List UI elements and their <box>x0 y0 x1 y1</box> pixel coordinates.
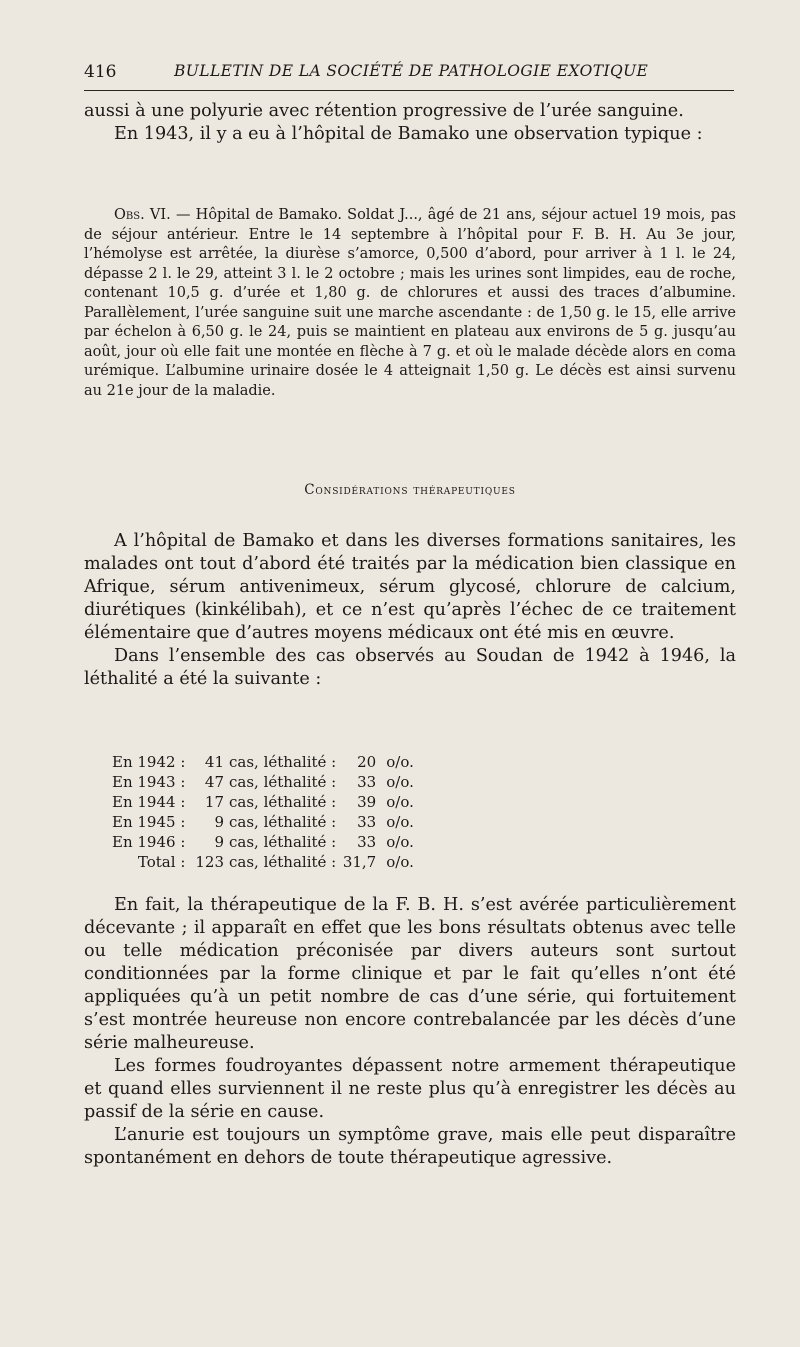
row-cases: 123 <box>195 853 225 871</box>
page-number: 416 <box>84 62 117 82</box>
observation-label: Obs. VI. <box>114 207 171 223</box>
lethality-table <box>112 752 414 872</box>
closing-block <box>84 894 736 1170</box>
lethality-row <box>112 812 414 832</box>
row-cases-word: cas, léthalité : <box>229 773 337 791</box>
intro-paragraph: En 1943, il y a eu à l’hôpital de Bamako une observation typique : <box>114 124 703 144</box>
observation-block <box>84 206 736 401</box>
row-cases-word: cas, léthalité : <box>229 813 337 831</box>
row-cases-word: cas, léthalité : <box>229 833 337 851</box>
page-header <box>84 60 734 91</box>
row-unit: o/o. <box>386 853 414 871</box>
closing-paragraph-2: Les formes foudroyantes dépassent notre armement thérapeutique et quand elles surviennent il ne reste plus qu’à enregistrer les décès au passif de la série en cause. <box>84 1056 736 1122</box>
row-label: Total : <box>137 853 186 871</box>
lethality-row <box>112 852 414 872</box>
running-title: BULLETIN DE LA SOCIÉTÉ DE PATHOLOGIE EXOTIQUE <box>174 62 649 80</box>
lethality-row <box>112 752 414 772</box>
row-rate: 31,7 <box>342 853 377 871</box>
therapy-paragraph-2: Dans l’ensemble des cas observés au Soudan de 1942 à 1946, la léthalité a été la suivante : <box>84 646 736 689</box>
intro-line: aussi à une polyurie avec rétention progressive de l’urée sanguine. <box>84 101 684 121</box>
row-rate: 33 <box>357 813 377 831</box>
row-unit: o/o. <box>386 793 414 811</box>
row-cases: 9 <box>214 813 225 831</box>
row-cases-word: cas, léthalité : <box>229 853 337 871</box>
row-cases: 9 <box>214 833 225 851</box>
closing-paragraph-3: L’anurie est toujours un symptôme grave, mais elle peut disparaître spontanément en dehors de toute thérapeutique agressive. <box>84 1125 736 1168</box>
lethality-row <box>112 792 414 812</box>
section-heading: Considérations thérapeutiques <box>304 482 516 498</box>
observation-text: — Hôpital de Bamako. Soldat J..., âgé de 21 ans, séjour actuel 19 mois, pas de séjour antérieur. Entre le 14 septembre à l’hôpital pour F. B. H. Au 3e jour, l’hémolyse est arrêtée, la diurèse s’amorce, 0,500 d’abord, pour arriver à 1 l. le 24, dépasse 2 l. le 29, atteint 3 l. le 2 octobre ; mais les urines sont limpides, eau de roche, contenant 10,5 g. d’urée et 1,80 g. de chlorures et aussi des traces d’albumine. Parallèlement, l’urée sanguine suit une marche ascendante : de 1,50 g. le 15, elle arrive par échelon à 6,50 g. le 24, puis se maintient en plateau aux environs de 5 g. jusqu’au août, jour où elle fait une montée en flèche à 7 g. et où le malade décède alors en coma urémique. L’albumine urinaire dosée le 4 atteignait 1,50 g. Le décès est ainsi survenu au 21e jour de la maladie. <box>84 207 736 399</box>
row-rate: 20 <box>357 753 377 771</box>
row-cases: 47 <box>204 773 225 791</box>
row-cases: 41 <box>204 753 225 771</box>
therapy-body <box>84 530 736 691</box>
row-label: En 1943 : <box>112 773 186 791</box>
intro-block <box>84 100 736 146</box>
lethality-row <box>112 832 414 852</box>
row-unit: o/o. <box>386 833 414 851</box>
row-cases-word: cas, léthalité : <box>229 793 337 811</box>
observation-paragraph <box>84 206 736 401</box>
row-rate: 39 <box>357 793 377 811</box>
row-unit: o/o. <box>386 813 414 831</box>
row-label: En 1945 : <box>112 813 186 831</box>
row-label: En 1946 : <box>112 833 186 851</box>
row-unit: o/o. <box>386 773 414 791</box>
row-label: En 1944 : <box>112 793 186 811</box>
row-cases-word: cas, léthalité : <box>229 753 337 771</box>
lethality-row <box>112 772 414 792</box>
row-label: En 1942 : <box>112 753 186 771</box>
row-rate: 33 <box>357 773 377 791</box>
row-cases: 17 <box>204 793 225 811</box>
row-unit: o/o. <box>386 753 414 771</box>
row-rate: 33 <box>357 833 377 851</box>
closing-paragraph-1: En fait, la thérapeutique de la F. B. H. s’est avérée particulièrement décevante ; il apparaît en effet que les bons résultats obtenus avec telle ou telle médication préconisée par divers auteurs sont surtout conditionnées par la forme clinique et par le fait qu’elles n’ont été appliquées qu’à un petit nombre de cas d’une série, qui fortuitement s’est montrée heureuse non encore contrebalancée par les décès d’une série malheureuse. <box>84 895 736 1053</box>
therapy-paragraph-1: A l’hôpital de Bamako et dans les diverses formations sanitaires, les malades ont tout d’abord été traités par la médication bien classique en Afrique, sérum antivenimeux, sérum glycosé, chlorure de calcium, diurétiques (kinkélibah), et ce n’est qu’après l’échec de ce traitement élémentaire que d’autres moyens médicaux ont été mis en œuvre. <box>84 531 736 643</box>
